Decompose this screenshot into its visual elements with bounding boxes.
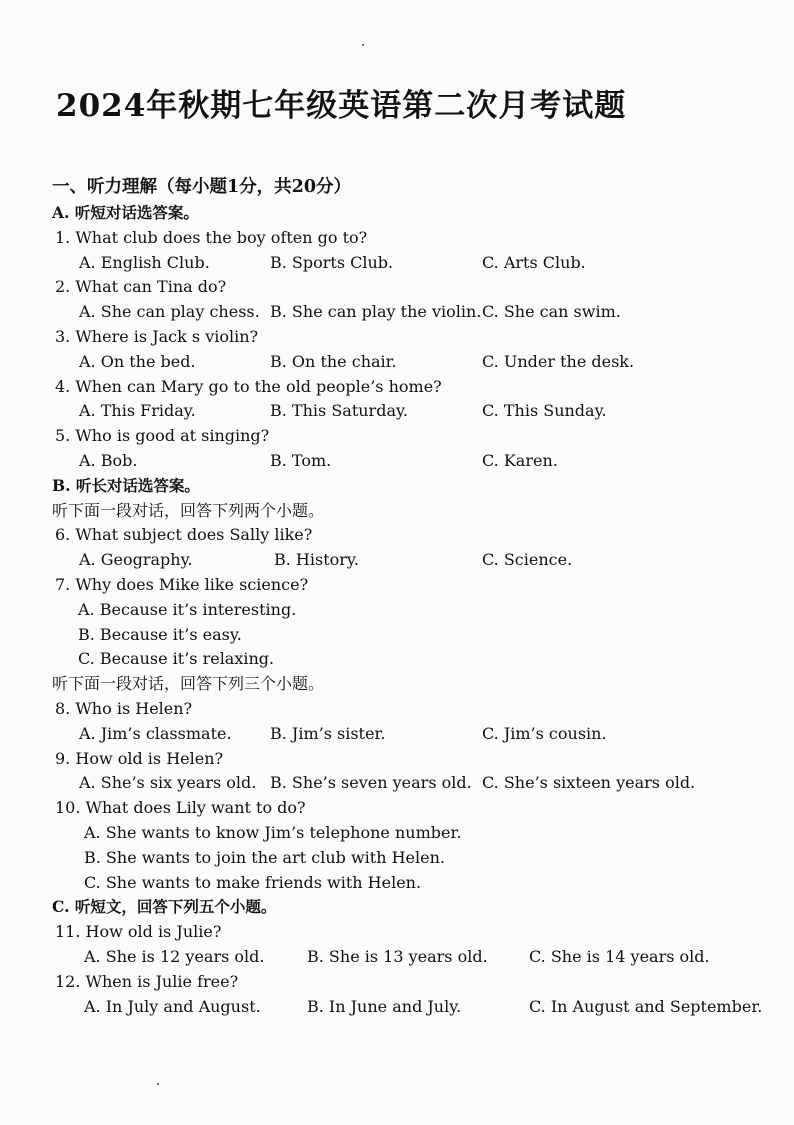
option-a: A. On the bed. bbox=[79, 351, 196, 371]
option-c: C. In August and September. bbox=[529, 996, 763, 1016]
question-3-options bbox=[52, 350, 762, 375]
option-b: B. She can play the violin. bbox=[270, 302, 482, 322]
question-4-options bbox=[52, 399, 762, 424]
option-a: A. Because it’s interesting. bbox=[78, 599, 297, 619]
option-a: A. She wants to know Jim’s telephone number. bbox=[84, 822, 462, 842]
question-11-options bbox=[52, 945, 762, 970]
option-c: C. Under the desk. bbox=[482, 351, 635, 371]
option-b: B. Sports Club. bbox=[270, 252, 394, 272]
option-c: C. She can swim. bbox=[482, 302, 621, 322]
question-10: 10. What does Lily want to do? bbox=[55, 798, 306, 818]
option-a: A. She is 12 years old. bbox=[84, 946, 265, 966]
option-b: B. On the chair. bbox=[270, 351, 397, 371]
question-12-options bbox=[52, 995, 762, 1020]
question-2-options bbox=[52, 300, 762, 325]
question-6: 6. What subject does Sally like? bbox=[55, 525, 313, 545]
page-title: 2024年秋期七年级英语第二次月考试题 bbox=[56, 88, 627, 124]
question-3: 3. Where is Jack s violin? bbox=[55, 326, 259, 346]
option-b: B. She wants to join the art club with Helen. bbox=[84, 847, 445, 867]
part-a-heading: A. 听短对话选答案。 bbox=[52, 203, 199, 222]
option-b: B. Jim’s sister. bbox=[270, 723, 386, 743]
option-a: A. Jim’s classmate. bbox=[79, 723, 232, 743]
option-a: A. Geography. bbox=[79, 550, 193, 570]
question-5-options bbox=[52, 449, 762, 474]
question-9-options bbox=[52, 771, 762, 796]
scan-speck bbox=[157, 1083, 159, 1085]
question-8-options bbox=[52, 722, 762, 747]
option-b: B. This Saturday. bbox=[270, 401, 408, 421]
option-c: C. This Sunday. bbox=[482, 401, 607, 421]
question-11: 11. How old is Julie? bbox=[55, 922, 222, 942]
question-6-options bbox=[52, 548, 762, 573]
question-8: 8. Who is Helen? bbox=[55, 698, 193, 718]
option-c: C. Karen. bbox=[482, 450, 558, 470]
part-b-heading: B. 听长对话选答案。 bbox=[52, 475, 200, 495]
question-2: 2. What can Tina do? bbox=[55, 277, 227, 297]
option-c: C. She is 14 years old. bbox=[529, 946, 710, 966]
option-c: C. She wants to make friends with Helen. bbox=[84, 872, 422, 892]
part-c-heading: C. 听短文，回答下列五个小题。 bbox=[52, 897, 277, 917]
question-1-options bbox=[52, 251, 762, 276]
option-b: B. She is 13 years old. bbox=[307, 946, 488, 966]
part-b-instruction-2: 听下面一段对话，回答下列三个小题。 bbox=[52, 674, 325, 694]
question-5: 5. Who is good at singing? bbox=[55, 426, 270, 446]
option-a: A. English Club. bbox=[79, 252, 210, 272]
option-c: C. Jim’s cousin. bbox=[482, 723, 607, 743]
option-a: A. She’s six years old. bbox=[79, 773, 257, 793]
option-b: B. Because it’s easy. bbox=[78, 624, 242, 644]
option-c: C. She’s sixteen years old. bbox=[482, 773, 696, 793]
option-c: C. Science. bbox=[482, 550, 573, 570]
option-c: C. Arts Club. bbox=[482, 252, 586, 272]
exam-content bbox=[52, 173, 762, 1019]
option-a: A. This Friday. bbox=[79, 401, 196, 421]
part-b-instruction-1: 听下面一段对话，回答下列两个小题。 bbox=[52, 500, 325, 520]
scan-speck bbox=[362, 44, 364, 46]
question-9: 9. How old is Helen? bbox=[55, 748, 224, 768]
question-7: 7. Why does Mike like science? bbox=[55, 574, 309, 594]
question-12: 12. When is Julie free? bbox=[55, 971, 239, 991]
option-a: A. Bob. bbox=[79, 450, 138, 470]
question-4: 4. When can Mary go to the old people’s home? bbox=[55, 376, 442, 396]
option-c: C. Because it’s relaxing. bbox=[78, 649, 275, 669]
section-heading-listening: 一、听力理解（每小题1分，共20分） bbox=[52, 177, 352, 197]
option-b: B. Tom. bbox=[270, 450, 332, 470]
option-b: B. She’s seven years old. bbox=[270, 773, 472, 793]
option-a: A. She can play chess. bbox=[79, 302, 260, 322]
question-1: 1. What club does the boy often go to? bbox=[55, 227, 368, 247]
option-b: B. In June and July. bbox=[307, 996, 462, 1016]
option-a: A. In July and August. bbox=[84, 996, 261, 1016]
option-b: B. History. bbox=[274, 550, 359, 570]
